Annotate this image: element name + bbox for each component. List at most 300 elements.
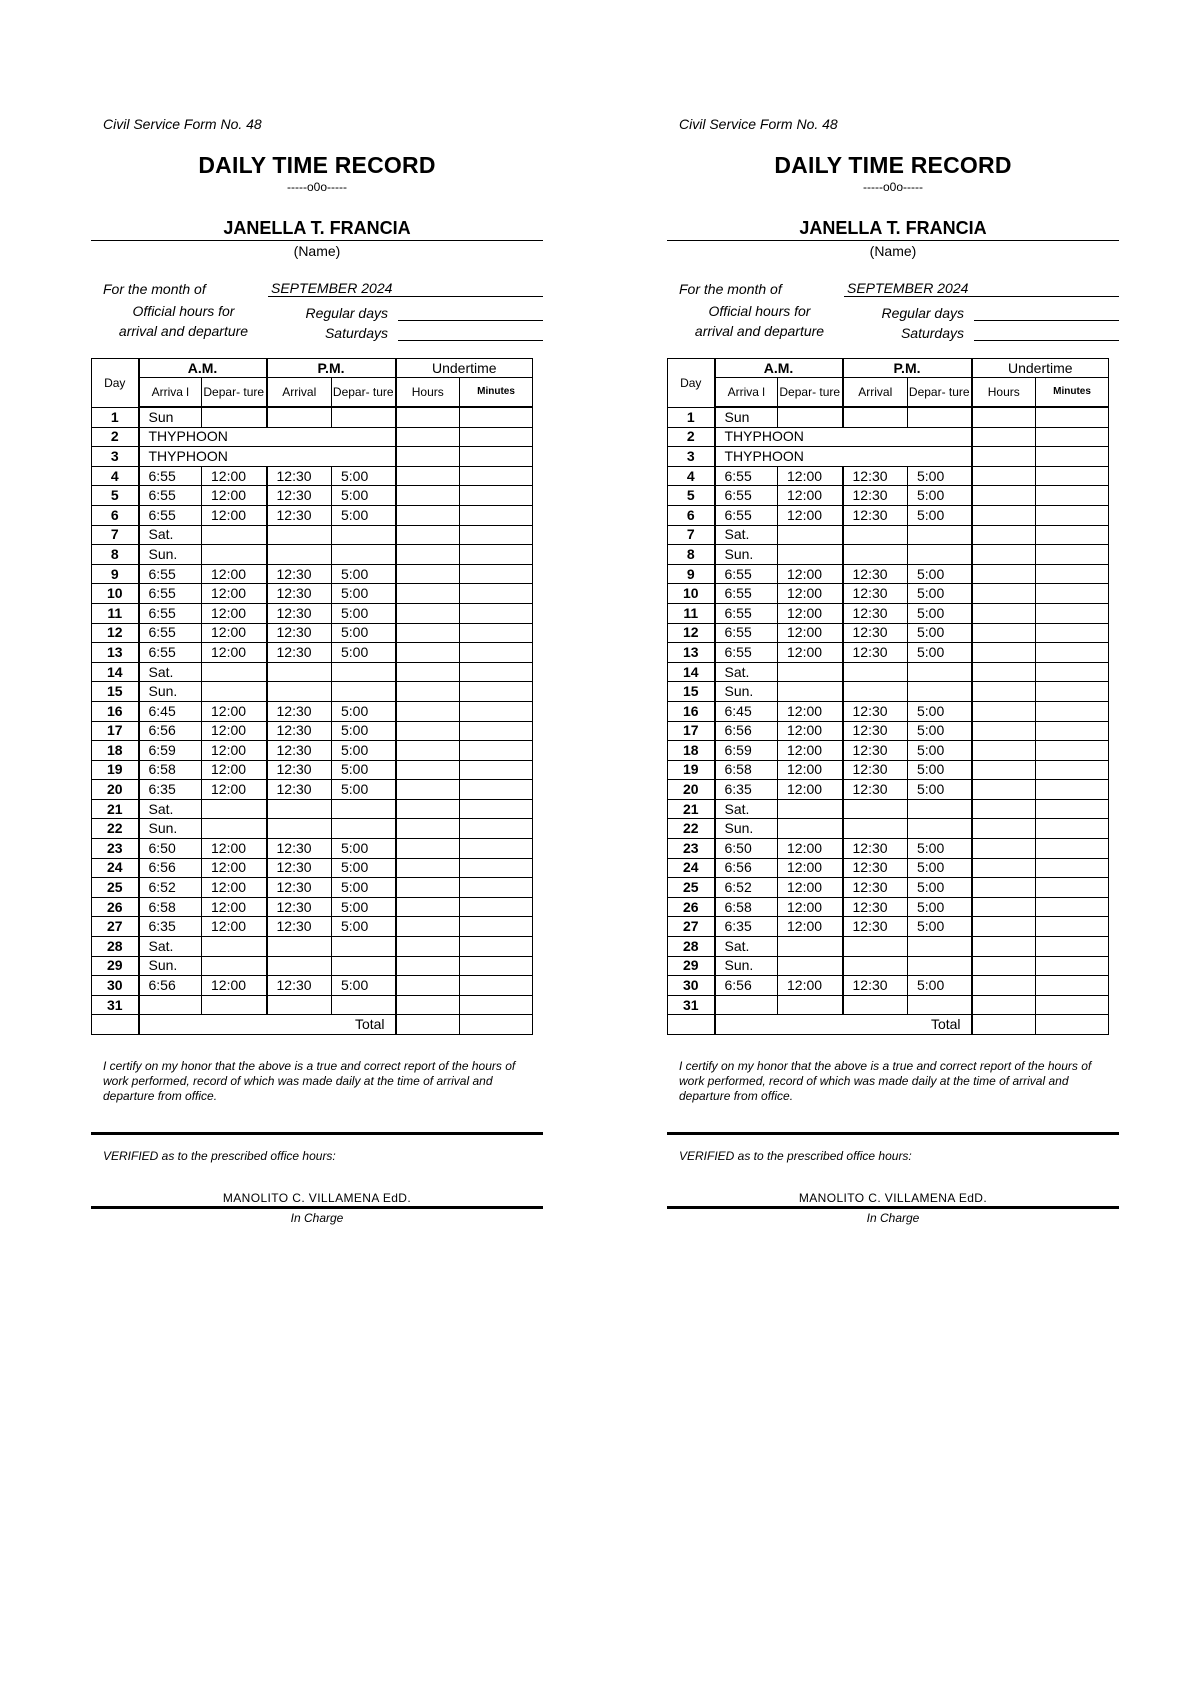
regular-days-label: Regular days (881, 305, 964, 321)
undertime-minutes (460, 427, 533, 447)
table-row (668, 819, 1109, 839)
pm-arrival: 12:30 (843, 760, 908, 780)
day-number: 19 (668, 760, 715, 780)
undertime-hours (972, 780, 1036, 800)
pm-departure: 5:00 (332, 505, 396, 525)
undertime-hours (972, 760, 1036, 780)
day-number: 9 (668, 564, 715, 584)
pm-departure: 5:00 (908, 505, 972, 525)
day-number: 23 (92, 839, 139, 859)
table-row (92, 799, 533, 819)
pm-departure: 5:00 (908, 839, 972, 859)
am-arrival: 6:55 (715, 584, 778, 604)
pm-arrival: 12:30 (843, 976, 908, 996)
pm-arrival: 12:30 (843, 584, 908, 604)
am-departure: 12:00 (778, 564, 843, 584)
am-arrival: 6:59 (139, 741, 202, 761)
undertime-minutes (460, 917, 533, 937)
am-departure (202, 799, 267, 819)
am-arrival: 6:35 (139, 780, 202, 800)
header-am-arrival: Arriva l (139, 378, 202, 408)
am-arrival: 6:58 (139, 897, 202, 917)
undertime-hours (972, 662, 1036, 682)
undertime-hours (972, 917, 1036, 937)
pm-departure: 5:00 (332, 917, 396, 937)
header-undertime: Undertime (972, 359, 1109, 378)
month-label: For the month of (103, 281, 206, 297)
am-arrival: 6:55 (139, 623, 202, 643)
undertime-hours (396, 407, 460, 427)
table-row (92, 858, 533, 878)
official-hours (91, 301, 543, 341)
am-departure: 12:00 (778, 623, 843, 643)
undertime-hours (972, 407, 1036, 427)
header-pm-arrival: Arrival (843, 378, 908, 408)
am-departure: 12:00 (778, 878, 843, 898)
am-departure (778, 799, 843, 819)
day-number: 18 (668, 741, 715, 761)
undertime-hours (972, 701, 1036, 721)
am-departure (778, 525, 843, 545)
table-row (668, 584, 1109, 604)
am-departure: 12:00 (778, 741, 843, 761)
undertime-minutes (460, 682, 533, 702)
pm-arrival: 12:30 (843, 486, 908, 506)
table-row (668, 760, 1109, 780)
pm-departure: 5:00 (332, 878, 396, 898)
undertime-hours (396, 623, 460, 643)
undertime-hours (396, 682, 460, 702)
regular-days-row (276, 301, 543, 321)
undertime-hours (396, 643, 460, 663)
am-arrival: 6:52 (139, 878, 202, 898)
day-number: 20 (92, 780, 139, 800)
table-row (668, 545, 1109, 565)
pm-departure (908, 525, 972, 545)
am-departure (778, 682, 843, 702)
day-number: 5 (668, 486, 715, 506)
am-departure: 12:00 (202, 505, 267, 525)
official-hours-line1: Official hours for (132, 303, 235, 319)
table-row (668, 564, 1109, 584)
pm-departure: 5:00 (908, 917, 972, 937)
undertime-hours (396, 505, 460, 525)
header-day: Day (92, 359, 139, 408)
regular-days-row (852, 301, 1119, 321)
am-arrival: 6:55 (139, 505, 202, 525)
am-arrival: Sun. (139, 682, 202, 702)
official-hours-line2: arrival and departure (118, 323, 249, 339)
day-number: 28 (668, 937, 715, 957)
pm-arrival (267, 995, 332, 1015)
am-departure: 12:00 (202, 760, 267, 780)
am-departure (778, 956, 843, 976)
officer-signature-line (667, 1206, 1119, 1209)
day-number: 6 (92, 505, 139, 525)
undertime-minutes (1036, 643, 1109, 663)
table-row (668, 937, 1109, 957)
form-number: Civil Service Form No. 48 (679, 116, 838, 132)
table-row (92, 682, 533, 702)
undertime-minutes (1036, 976, 1109, 996)
saturdays-row (852, 321, 1119, 341)
pm-arrival: 12:30 (843, 701, 908, 721)
undertime-minutes (1036, 799, 1109, 819)
table-row (92, 505, 533, 525)
am-arrival: 6:56 (139, 721, 202, 741)
total-blank (668, 1015, 715, 1035)
pm-departure (908, 956, 972, 976)
pm-departure (332, 407, 396, 427)
pm-arrival: 12:30 (843, 780, 908, 800)
undertime-minutes (1036, 897, 1109, 917)
pm-arrival: 12:30 (267, 917, 332, 937)
total-label: Total (715, 1015, 972, 1035)
day-number: 27 (668, 917, 715, 937)
am-departure: 12:00 (202, 603, 267, 623)
undertime-hours (396, 545, 460, 565)
am-arrival: 6:55 (715, 603, 778, 623)
month-row (91, 277, 543, 297)
pm-arrival (267, 937, 332, 957)
pm-departure: 5:00 (332, 486, 396, 506)
officer-title: In Charge (290, 1211, 344, 1225)
certification-text: I certify on my honor that the above is a true and correct report of the hours of work performed, record of which was made daily at the time of arrival and departure from office. (103, 1059, 516, 1103)
am-arrival: Sat. (715, 662, 778, 682)
am-departure: 12:00 (202, 584, 267, 604)
am-departure: 12:00 (202, 897, 267, 917)
undertime-minutes (1036, 466, 1109, 486)
undertime-hours (972, 741, 1036, 761)
am-departure (202, 995, 267, 1015)
employee-name: JANELLA T. FRANCIA (91, 218, 543, 241)
undertime-hours (972, 584, 1036, 604)
pm-arrival: 12:30 (267, 564, 332, 584)
pm-departure (908, 545, 972, 565)
pm-arrival (843, 525, 908, 545)
header-pm: P.M. (267, 359, 396, 378)
official-hours-fields (852, 301, 1119, 341)
pm-arrival: 12:30 (843, 721, 908, 741)
pm-arrival: 12:30 (843, 466, 908, 486)
table-row (92, 819, 533, 839)
pm-departure: 5:00 (908, 858, 972, 878)
undertime-hours (396, 976, 460, 996)
am-departure: 12:00 (778, 780, 843, 800)
total-label: Total (139, 1015, 396, 1035)
pm-departure: 5:00 (332, 623, 396, 643)
pm-departure: 5:00 (908, 760, 972, 780)
undertime-hours (396, 780, 460, 800)
undertime-minutes (1036, 603, 1109, 623)
undertime-minutes (460, 662, 533, 682)
am-departure (778, 545, 843, 565)
table-row (668, 995, 1109, 1015)
day-number: 8 (668, 545, 715, 565)
am-departure: 12:00 (202, 976, 267, 996)
am-arrival: 6:35 (715, 780, 778, 800)
undertime-hours (396, 447, 460, 467)
am-departure: 12:00 (202, 741, 267, 761)
day-number: 9 (92, 564, 139, 584)
undertime-hours (972, 878, 1036, 898)
undertime-minutes (1036, 505, 1109, 525)
pm-departure: 5:00 (908, 780, 972, 800)
table-row (668, 878, 1109, 898)
undertime-minutes (1036, 878, 1109, 898)
table-row (92, 917, 533, 937)
total-hours (396, 1015, 460, 1035)
table-row (92, 407, 533, 427)
signature-line (91, 1132, 543, 1135)
undertime-hours (396, 584, 460, 604)
table-row (668, 525, 1109, 545)
table-row (668, 839, 1109, 859)
undertime-minutes (460, 486, 533, 506)
pm-arrival: 12:30 (267, 976, 332, 996)
undertime-minutes (1036, 721, 1109, 741)
am-departure: 12:00 (202, 878, 267, 898)
undertime-minutes (460, 623, 533, 643)
name-caption: (Name) (869, 243, 917, 259)
day-number: 12 (92, 623, 139, 643)
pm-departure: 5:00 (908, 721, 972, 741)
am-departure: 12:00 (778, 721, 843, 741)
undertime-hours (396, 917, 460, 937)
table-row (92, 466, 533, 486)
day-number: 2 (92, 427, 139, 447)
undertime-hours (972, 466, 1036, 486)
pm-departure (908, 819, 972, 839)
am-arrival: 6:55 (715, 486, 778, 506)
pm-arrival (843, 545, 908, 565)
total-row (668, 1015, 1109, 1035)
undertime-minutes (460, 584, 533, 604)
form-number: Civil Service Form No. 48 (103, 116, 262, 132)
am-departure: 12:00 (778, 897, 843, 917)
form-title: DAILY TIME RECORD (198, 152, 436, 178)
day-number: 6 (668, 505, 715, 525)
pm-departure (332, 545, 396, 565)
am-arrival: 6:59 (715, 741, 778, 761)
undertime-minutes (460, 721, 533, 741)
pm-departure: 5:00 (908, 584, 972, 604)
am-departure: 12:00 (202, 643, 267, 663)
pm-arrival: 12:30 (843, 917, 908, 937)
undertime-minutes (1036, 564, 1109, 584)
pm-arrival (843, 995, 908, 1015)
table-row (668, 780, 1109, 800)
undertime-minutes (1036, 760, 1109, 780)
undertime-minutes (1036, 858, 1109, 878)
table-row (668, 643, 1109, 663)
pm-arrival (843, 937, 908, 957)
undertime-minutes (1036, 545, 1109, 565)
table-row (92, 780, 533, 800)
pm-arrival: 12:30 (843, 897, 908, 917)
pm-arrival: 12:30 (843, 643, 908, 663)
am-departure: 12:00 (202, 721, 267, 741)
row-note: THYPHOON (139, 447, 396, 467)
pm-departure: 5:00 (332, 721, 396, 741)
undertime-minutes (460, 525, 533, 545)
undertime-hours (396, 603, 460, 623)
pm-departure (908, 662, 972, 682)
total-hours (972, 1015, 1036, 1035)
am-arrival: 6:45 (715, 701, 778, 721)
pm-arrival (843, 799, 908, 819)
am-departure: 12:00 (778, 917, 843, 937)
undertime-minutes (1036, 447, 1109, 467)
undertime-minutes (1036, 486, 1109, 506)
pm-departure: 5:00 (908, 878, 972, 898)
am-arrival: 6:55 (139, 584, 202, 604)
undertime-minutes (1036, 584, 1109, 604)
pm-arrival (267, 682, 332, 702)
total-minutes (1036, 1015, 1109, 1035)
undertime-hours (972, 858, 1036, 878)
am-arrival: Sat. (139, 799, 202, 819)
undertime-minutes (460, 956, 533, 976)
am-arrival: 6:56 (715, 721, 778, 741)
am-arrival: Sun. (715, 545, 778, 565)
day-number: 11 (668, 603, 715, 623)
day-number: 14 (668, 662, 715, 682)
am-arrival: Sat. (139, 525, 202, 545)
day-number: 15 (668, 682, 715, 702)
table-row (92, 976, 533, 996)
day-number: 11 (92, 603, 139, 623)
day-number: 25 (668, 878, 715, 898)
undertime-hours (396, 701, 460, 721)
am-arrival: 6:56 (139, 858, 202, 878)
day-number: 22 (668, 819, 715, 839)
am-arrival: Sat. (715, 525, 778, 545)
am-arrival: 6:35 (715, 917, 778, 937)
official-hours-label (667, 301, 852, 341)
undertime-minutes (460, 878, 533, 898)
am-departure (778, 407, 843, 427)
form-subtitle: -----o0o----- (863, 180, 923, 194)
undertime-hours (396, 995, 460, 1015)
table-row (668, 486, 1109, 506)
day-number: 10 (668, 584, 715, 604)
undertime-hours (972, 564, 1036, 584)
undertime-minutes (1036, 995, 1109, 1015)
am-arrival: 6:58 (715, 760, 778, 780)
undertime-hours (396, 760, 460, 780)
day-number: 29 (92, 956, 139, 976)
table-row (668, 662, 1109, 682)
pm-departure (332, 956, 396, 976)
undertime-hours (972, 819, 1036, 839)
am-arrival: Sat. (139, 937, 202, 957)
table-row (92, 427, 533, 447)
undertime-hours (972, 486, 1036, 506)
pm-arrival: 12:30 (267, 858, 332, 878)
am-arrival: 6:45 (139, 701, 202, 721)
row-note: THYPHOON (139, 427, 396, 447)
day-number: 26 (668, 897, 715, 917)
day-number: 29 (668, 956, 715, 976)
table-row (668, 466, 1109, 486)
am-departure: 12:00 (778, 486, 843, 506)
undertime-minutes (1036, 525, 1109, 545)
am-arrival: Sat. (715, 799, 778, 819)
day-number: 25 (92, 878, 139, 898)
am-arrival: 6:55 (139, 603, 202, 623)
undertime-hours (972, 643, 1036, 663)
undertime-minutes (460, 937, 533, 957)
undertime-minutes (460, 995, 533, 1015)
undertime-hours (396, 466, 460, 486)
am-departure (778, 937, 843, 957)
am-departure: 12:00 (778, 976, 843, 996)
table-row (92, 956, 533, 976)
undertime-hours (972, 937, 1036, 957)
pm-arrival: 12:30 (267, 780, 332, 800)
table-row (668, 427, 1109, 447)
day-number: 17 (668, 721, 715, 741)
pm-arrival: 12:30 (267, 505, 332, 525)
am-departure: 12:00 (778, 505, 843, 525)
am-arrival: Sun. (139, 545, 202, 565)
saturdays-label: Saturdays (324, 325, 388, 341)
table-row (668, 447, 1109, 467)
official-hours-line2: arrival and departure (694, 323, 825, 339)
day-number: 2 (668, 427, 715, 447)
undertime-hours (972, 525, 1036, 545)
am-arrival: Sun. (715, 956, 778, 976)
am-arrival: 6:52 (715, 878, 778, 898)
header-am-arrival: Arriva l (715, 378, 778, 408)
undertime-hours (972, 623, 1036, 643)
undertime-hours (396, 956, 460, 976)
am-arrival: Sun. (139, 819, 202, 839)
am-departure (778, 819, 843, 839)
officer-name: MANOLITO C. VILLAMENA EdD. (222, 1191, 412, 1205)
pm-arrival (267, 525, 332, 545)
pm-departure: 5:00 (332, 780, 396, 800)
official-hours-fields (276, 301, 543, 341)
header-pm: P.M. (843, 359, 972, 378)
row-note: THYPHOON (715, 447, 972, 467)
header-am-departure: Depar- ture (202, 378, 267, 408)
day-number: 22 (92, 819, 139, 839)
am-departure (202, 937, 267, 957)
am-arrival: Sun. (139, 956, 202, 976)
am-departure: 12:00 (202, 564, 267, 584)
undertime-minutes (460, 741, 533, 761)
regular-days-field (398, 305, 543, 321)
month-label: For the month of (679, 281, 782, 297)
pm-departure (908, 937, 972, 957)
table-row (92, 897, 533, 917)
table-row (92, 623, 533, 643)
pm-departure: 5:00 (908, 486, 972, 506)
table-row (92, 525, 533, 545)
undertime-hours (972, 505, 1036, 525)
day-number: 7 (668, 525, 715, 545)
certification-text: I certify on my honor that the above is a true and correct report of the hours of work performed, record of which was made daily at the time of arrival and departure from office. (679, 1059, 1092, 1103)
day-number: 4 (92, 466, 139, 486)
pm-arrival: 12:30 (267, 701, 332, 721)
pm-arrival (267, 662, 332, 682)
am-arrival (715, 995, 778, 1015)
pm-arrival (267, 407, 332, 427)
undertime-minutes (460, 603, 533, 623)
total-row (92, 1015, 533, 1035)
